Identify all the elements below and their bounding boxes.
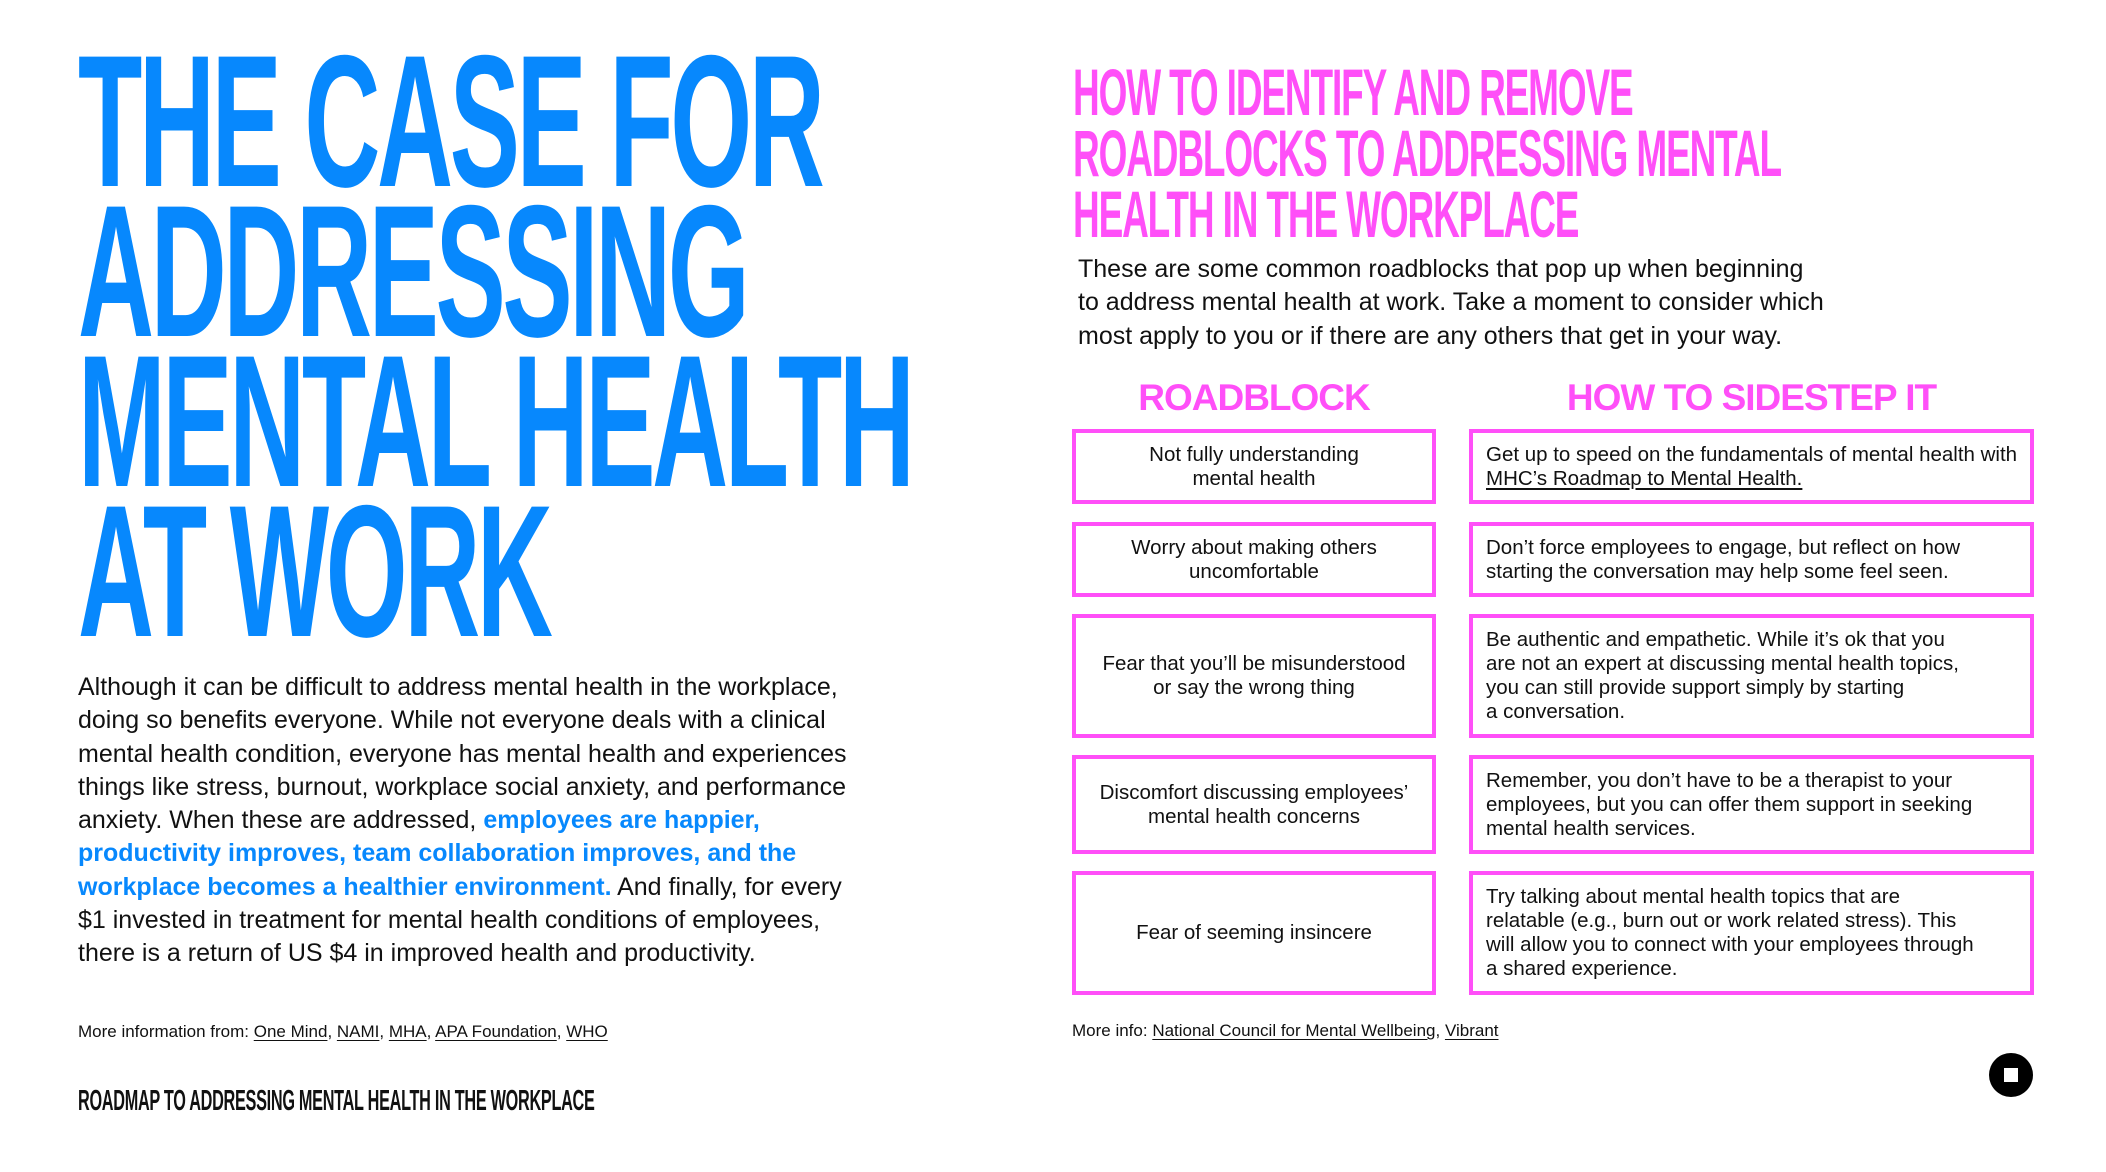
source-link-who[interactable]: WHO [566, 1022, 608, 1041]
link-national-council[interactable]: National Council for Mental Wellbeing [1152, 1021, 1436, 1040]
intro-line: These are some common roadblocks that pop up when beginning [1078, 255, 1804, 283]
body-text-part1: Although it can be difficult to address mental health in the workplace, doing so benefits everyone. While not everyone deals with a clinical mental health condition, everyone has mental health and experiences things like stress, burnout, workplace social anxiety, and performance anxiety. When these are addressed, [78, 673, 847, 835]
cell-text: Get up to speed on the fundamentals of mental health with [1486, 442, 2018, 466]
roadblock-cell [1072, 614, 1436, 738]
body-highlight: employees are happier, productivity improves, team collaboration improves, and the workplace becomes a healthier environment. [78, 806, 797, 901]
sidestep-column-header: HOW TO SIDESTEP IT [1566, 377, 1937, 418]
cell-line: Remember, you don’t have to be a therapist to your [1486, 768, 1953, 792]
intro-paragraph [1078, 253, 1878, 353]
more-info-line [1072, 1020, 1872, 1042]
sidestep-cell [1469, 871, 2034, 995]
roadblock-cell [1072, 429, 1436, 504]
section-title-line: ROADBLOCKS TO ADDRESSING MENTAL [1073, 116, 1781, 190]
cell-line: mental health concerns [1148, 804, 1360, 828]
cell-line: Try talking about mental health topics that are [1486, 885, 1901, 908]
section-title-line: HEALTH IN THE WORKPLACE [1073, 177, 1579, 251]
sidestep-cell [1469, 522, 2034, 597]
roadblock-cell [1072, 522, 1436, 597]
section-title-line: HOW TO IDENTIFY AND REMOVE [1073, 55, 1633, 129]
intro-line: most apply to you or if there are any others that get in your way. [1078, 321, 1783, 350]
cell-line: Discomfort discussing employees’ [1099, 780, 1409, 804]
sidestep-cell [1469, 755, 2034, 854]
cell-line: will allow you to connect with your employees through [1486, 933, 1974, 956]
cell-line: Be authentic and empathetic. While it’s ok that you [1486, 628, 1945, 651]
stop-button[interactable] [1989, 1053, 2033, 1097]
hero-title-line: THE CASE FOR [78, 16, 822, 226]
cell-line: you can still provide support simply by starting [1486, 676, 1905, 699]
source-link-mha[interactable]: MHA [388, 1022, 427, 1041]
roadblock-cell [1072, 871, 1436, 995]
body-text-part2: And finally, for every $1 invested in treatment for mental health conditions of employees, there is a return of US $4 in improved health and productivity. [78, 872, 842, 968]
cell-line: Fear that you’ll be misunderstood [1102, 652, 1406, 675]
hero-title [78, 16, 912, 676]
separator: , [379, 1022, 389, 1041]
separator: , [426, 1022, 436, 1041]
sources-line [78, 1021, 878, 1043]
cell-line: mental health services. [1486, 816, 1696, 840]
cell-line: Fear of seeming insincere [1136, 921, 1372, 944]
cell-line: or say the wrong thing [1153, 676, 1355, 699]
more-info-label: More info: [1072, 1021, 1153, 1040]
cell-line: mental health [1192, 466, 1316, 490]
roadblock-cell [1072, 755, 1436, 854]
separator: , [327, 1022, 337, 1041]
link-vibrant[interactable]: Vibrant [1444, 1021, 1499, 1040]
sources-label: More information from: [78, 1022, 254, 1041]
cell-line: Not fully understanding [1149, 442, 1359, 466]
cell-line: Don’t force employees to engage, but reflect on how [1486, 535, 1961, 559]
body-paragraph [78, 671, 848, 971]
cell-line: a conversation. [1486, 700, 1626, 723]
intro-line: to address mental health at work. Take a moment to consider which [1078, 288, 1824, 317]
hero-title-line: AT WORK [78, 466, 550, 676]
hero-title-line: MENTAL HEALTH [78, 316, 912, 526]
sidestep-cell [1469, 429, 2034, 504]
source-link-apa-foundation[interactable]: APA Foundation [435, 1022, 557, 1041]
cell-line: relatable (e.g., burn out or work related stress). This [1486, 909, 1957, 932]
separator: , [556, 1022, 567, 1041]
cell-line: uncomfortable [1189, 559, 1319, 583]
mhc-roadmap-link[interactable]: MHC’s Roadmap to Mental Health. [1486, 466, 1803, 490]
separator: , [1435, 1021, 1445, 1040]
sidestep-cell [1469, 614, 2034, 738]
cell-line: Worry about making others [1131, 535, 1377, 559]
cell-line: employees, but you can offer them support in seeking [1486, 792, 1973, 816]
document-footer-title: ROADMAP TO ADDRESSING MENTAL HEALTH IN THE WORKPLACE [78, 1085, 595, 1117]
roadblock-column-header: ROADBLOCK [1138, 377, 1370, 418]
cell-line: starting the conversation may help some feel seen. [1486, 559, 1949, 583]
cell-line: a shared experience. [1486, 957, 1678, 980]
source-link-nami[interactable]: NAMI [336, 1022, 380, 1041]
stop-icon [2004, 1068, 2018, 1082]
cell-line: are not an expert at discussing mental health topics, [1486, 652, 1959, 675]
section-title [1073, 55, 1781, 251]
source-link-one-mind[interactable]: One Mind [253, 1022, 328, 1041]
hero-title-line: ADDRESSING [78, 166, 747, 376]
